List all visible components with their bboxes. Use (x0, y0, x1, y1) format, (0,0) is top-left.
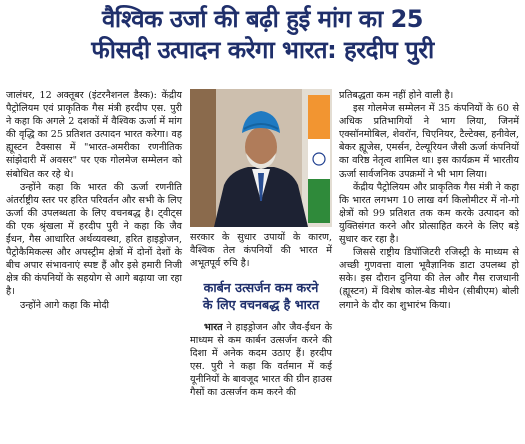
flag-saffron (308, 95, 330, 139)
article-column-1 (6, 89, 182, 312)
paragraph-body: ने हाइड्रोजन और जैव-ईंधन के माध्यम से कम कार्बन उत्सर्जन करने की दिशा में अनेक कदम उठाए हैं। हरदीप एस. पुरी ने कहा कि वर्तमान में कई यूनीनियों के बावजूद भारत की ग्रीन हाउस गैसों का उत्सर्जन कम करने की (190, 322, 332, 399)
paragraph: केंद्रीय पैट्रोलियम और प्राकृतिक गैस मंत्री ने कहा कि भारत लगभग 10 लाख वर्ग किलोमीटर में नो-गो क्षेत्रों को 99 प्रतिशत तक कम करके उत्पादन को युक्तिसंगत करने और प्रोत्साहित करने के लिए बड़े सुधार कर रहा है। (339, 181, 519, 246)
paragraph (190, 321, 332, 400)
subheading-line-1: कार्बन उत्सर्जन कम करने (203, 280, 319, 295)
lead-word: भारत (204, 322, 223, 333)
article-column-2-bottom (190, 321, 332, 400)
headline (6, 4, 519, 66)
article-column-3 (339, 89, 519, 312)
headline-line-2: फीसदी उत्पादन करेगा भारत: हरदीप पुरी (91, 36, 434, 64)
paragraph: प्रतिबद्धता कम नहीं होने वाली है। (339, 90, 454, 101)
paragraph: उन्होंने आगे कहा कि मोदी (20, 299, 110, 311)
headline-line-1: वैश्विक उर्जा की बढ़ी हुई मांग का 25 (102, 5, 423, 33)
paragraph: उन्होंने कहा कि भारत की ऊर्जा रणनीति अंतर्राष्ट्रीय स्तर पर हरित परिवर्तन और सभी के लिए ऊर्जा की उपलब्धता के लिए वचनबद्ध है। ट्वीट्स की एक श्रृंखला में हरदीप पुरी ने कहा कि जैव ईंधन, गैस आधारित अर्थव्यवस्था, हरित हाइड्रोजन, पैट्रोकैमिकल्स और अपस्ट्रीम क्षेत्रों में दोनों देशों के बीच अपार संभावनाएं स्पष्ट हैं और इसे हमारी निजी क्षेत्र की कंपनियों के सहयोग से आगे बढ़ाया जा रहा है। (6, 181, 182, 298)
subheading-line-2: के लिए वचनबद्ध है भारत (202, 297, 320, 312)
paragraph: जिससे राष्ट्रीय डिपॉजिटरी रजिस्ट्री के माध्यम से अच्छी गुणवत्ता वाला भूवैज्ञानिक डाटा उपलब्ध हो सके। इस दौरान दुनिया की तेल और गैस राजधानी (ह्यूस्टन) में विशेष कोल-बेड मीथेन (सीबीएम) बोली लगाने के दौर का शुभारंभ किया। (339, 247, 519, 311)
paragraph: जालंधर, 12 अक्तूबर (इंटरनैशनल डैस्क): केंद्रीय पैट्रोलियम एवं प्राकृतिक गैस मंत्री हरदीप एस. पुरी ने कहा कि अगले 2 दशकों में वैश्विक ऊर्जा में मांग की वृद्धि का 25 प्रतिशत उत्पादन भारत करेगा। वह ह्यूस्टन टैक्सास में "भारत-अमरीका रणनीतिक सांझेदारी में अवसर" पर एक गोलमेज सम्मेलन को संबोधित कर रहे थे। (6, 90, 182, 180)
minister-photo-illustration (190, 89, 332, 227)
article-column-2-top (190, 231, 332, 270)
paragraph: इस गोलमेज सम्मेलन में 35 कंपनियों के 60 से अधिक प्रतिभागियों ने भाग लिया, जिनमें एक्सॉनमोबिल, शेवरॉन, चिएनियर, टैल्टेक्स, हनीवेल, बेकर ह्यूजेस, एमर्सन, टेल्यूरियन जैसी ऊर्जा कंपनियों का वरिष्ठ नेतृत्व शामिल था। इस कार्यक्रम में भारतीय ऊर्जा सार्वजनिक उपक्रमों ने भी भाग लिया। (339, 103, 519, 180)
flag-green (308, 179, 330, 223)
subheading (190, 279, 332, 313)
minister-photo (190, 89, 332, 227)
paragraph: सरकार के सुधार उपायों के कारण, वैश्विक तेल कंपनियों की भारत में अभूतपूर्व रुचि है। (190, 232, 332, 270)
